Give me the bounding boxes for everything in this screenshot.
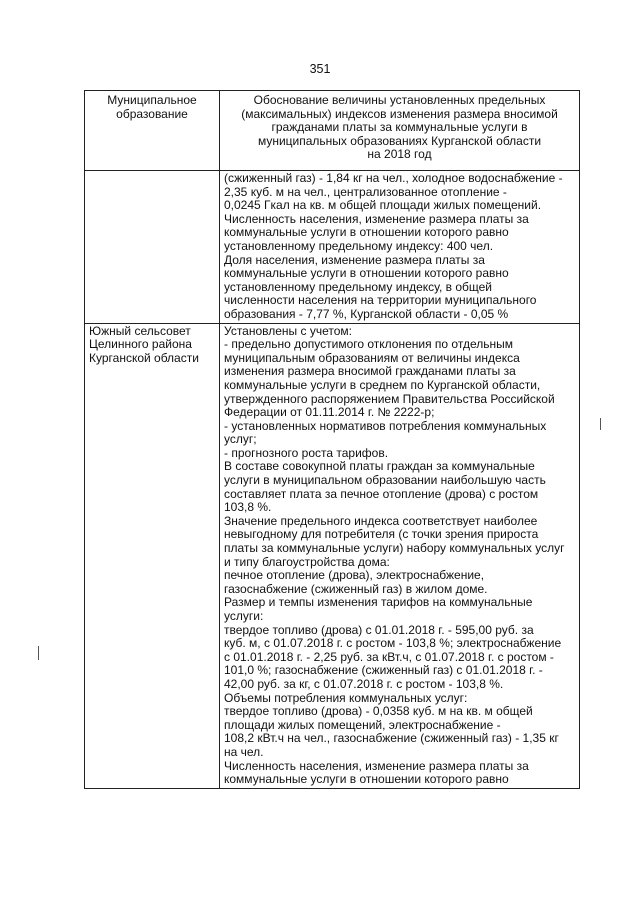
text-line: Размер и темпы изменения тарифов на коммунальные (224, 595, 533, 610)
text-line: установленному предельному индексу, в общей (224, 279, 492, 294)
text-line: печное отопление (дрова), электроснабжение, (224, 568, 485, 583)
header-municipality-cell (85, 91, 220, 171)
text-line: изменения размера вносимой гражданами платы за (224, 364, 516, 379)
header-justification-line: гражданами платы за коммунальные услуги в (271, 120, 528, 135)
text-line: - установленных нормативов потребления коммунальных (224, 418, 547, 433)
text-line: куб. м, с 01.07.2018 г. с ростом - 103,8 %; электроснабжение (224, 636, 562, 651)
text-line: на чел. (224, 744, 264, 759)
text-line: Федерации от 01.11.2014 г. № 2222-р; (224, 405, 435, 420)
table-header-row (85, 91, 580, 171)
text-line: (сжиженный газ) - 1,84 кг на чел., холодное водоснабжение - (224, 171, 563, 185)
text-line: 108,2 кВт.ч на чел., газоснабжение (сжиженный газ) - 1,35 кг (224, 731, 559, 746)
text-line: услуги в муниципальном образовании наибольшую часть (224, 473, 546, 488)
text-line: с 01.01.2018 г. - 2,25 руб. за кВт.ч, с 01.07.2018 г. с ростом - (224, 649, 554, 664)
text-line: 0,0245 Гкал на кв. м общей площади жилых помещений. (224, 198, 542, 213)
text-line: коммунальные услуги в отношении которого равно (224, 772, 509, 787)
text-line: коммунальные услуги в среднем по Курганской области, (224, 377, 541, 392)
text-line: коммунальные услуги в отношении которого равно (224, 266, 509, 281)
table-row (85, 171, 580, 324)
municipality-line: Южный сельсовет (89, 323, 191, 338)
scan-mark (600, 418, 601, 430)
justification-cell (220, 323, 580, 788)
text-line: 103,8 %. (224, 500, 272, 515)
scan-mark (38, 646, 39, 660)
header-justification-line: Обоснование величины установленных предельных (253, 93, 546, 107)
text-line: образования - 7,77 %, Курганской области - 0,05 % (224, 306, 509, 321)
text-line: коммунальные услуги в отношении которого равно (224, 225, 509, 240)
text-line: - прогнозного роста тарифов. (224, 445, 389, 460)
text-line: платы за коммунальные услуги) набору коммунальных услуг (224, 541, 565, 556)
municipality-cell (85, 171, 220, 324)
header-municipality-line: образование (116, 106, 188, 121)
header-justification-line: на 2018 год (367, 147, 432, 162)
justification-table (84, 90, 580, 789)
text-line: 42,00 руб. за кг, с 01.07.2018 г. с ростом - 103,8 %. (224, 676, 504, 691)
text-line: численности населения на территории муниципального (224, 293, 537, 308)
text-line: услуги: (224, 609, 264, 623)
municipality-cell (85, 323, 220, 788)
text-line: Численность населения, изменение размера платы за (224, 758, 529, 773)
text-line: утвержденного распоряжением Правительства Российской (224, 391, 555, 406)
text-line: Установлены с учетом: (224, 323, 352, 338)
text-line: твердое топливо (дрова) - 0,0358 куб. м на кв. м общей (224, 704, 533, 719)
text-line: газоснабжение (сжиженный газ) в жилом доме. (224, 581, 488, 596)
text-line: составляет плата за печное отопление (дрова) с ростом (224, 486, 539, 501)
text-line: 2,35 куб. м на чел., централизованное отопление - (224, 184, 507, 199)
text-line: Доля населения, изменение размера платы за (224, 252, 485, 267)
text-line: муниципальным образованиям от величины индекса (224, 350, 520, 365)
text-line: площади жилых помещений, электроснабжение - (224, 717, 501, 732)
header-justification-cell (220, 91, 580, 171)
municipality-line: Целинного района (89, 337, 192, 352)
text-line: услуг; (224, 432, 257, 447)
page-number: 351 (309, 62, 331, 76)
text-line: Численность населения, изменение размера платы за (224, 211, 529, 226)
text-line: невыгодному для потребителя (с точки зрения прироста (224, 527, 539, 542)
municipality-line: Курганской области (89, 350, 199, 365)
justification-cell (220, 171, 580, 324)
text-line: В составе совокупной платы граждан за коммунальные (224, 459, 535, 474)
header-municipality-line: Муниципальное (107, 93, 197, 107)
text-line: Объемы потребления коммунальных услуг: (224, 690, 468, 705)
header-justification-line: муниципальных образованиях Курганской области (257, 133, 542, 148)
text-line: Значение предельного индекса соответствует наиболее (224, 513, 538, 528)
text-line: 101,0 %; газоснабжение (сжиженный газ) с 01.01.2018 г. - (224, 663, 543, 678)
text-line: и типу благоустройства дома: (224, 554, 390, 569)
text-line: установленному предельному индексу: 400 чел. (224, 238, 494, 253)
header-justification-line: (максимальных) индексов изменения размера вносимой (241, 106, 558, 121)
table-row (85, 323, 580, 788)
text-line: - предельно допустимого отклонения по отдельным (224, 337, 513, 352)
text-line: твердое топливо (дрова) с 01.01.2018 г. - 595,00 руб. за (224, 622, 534, 637)
